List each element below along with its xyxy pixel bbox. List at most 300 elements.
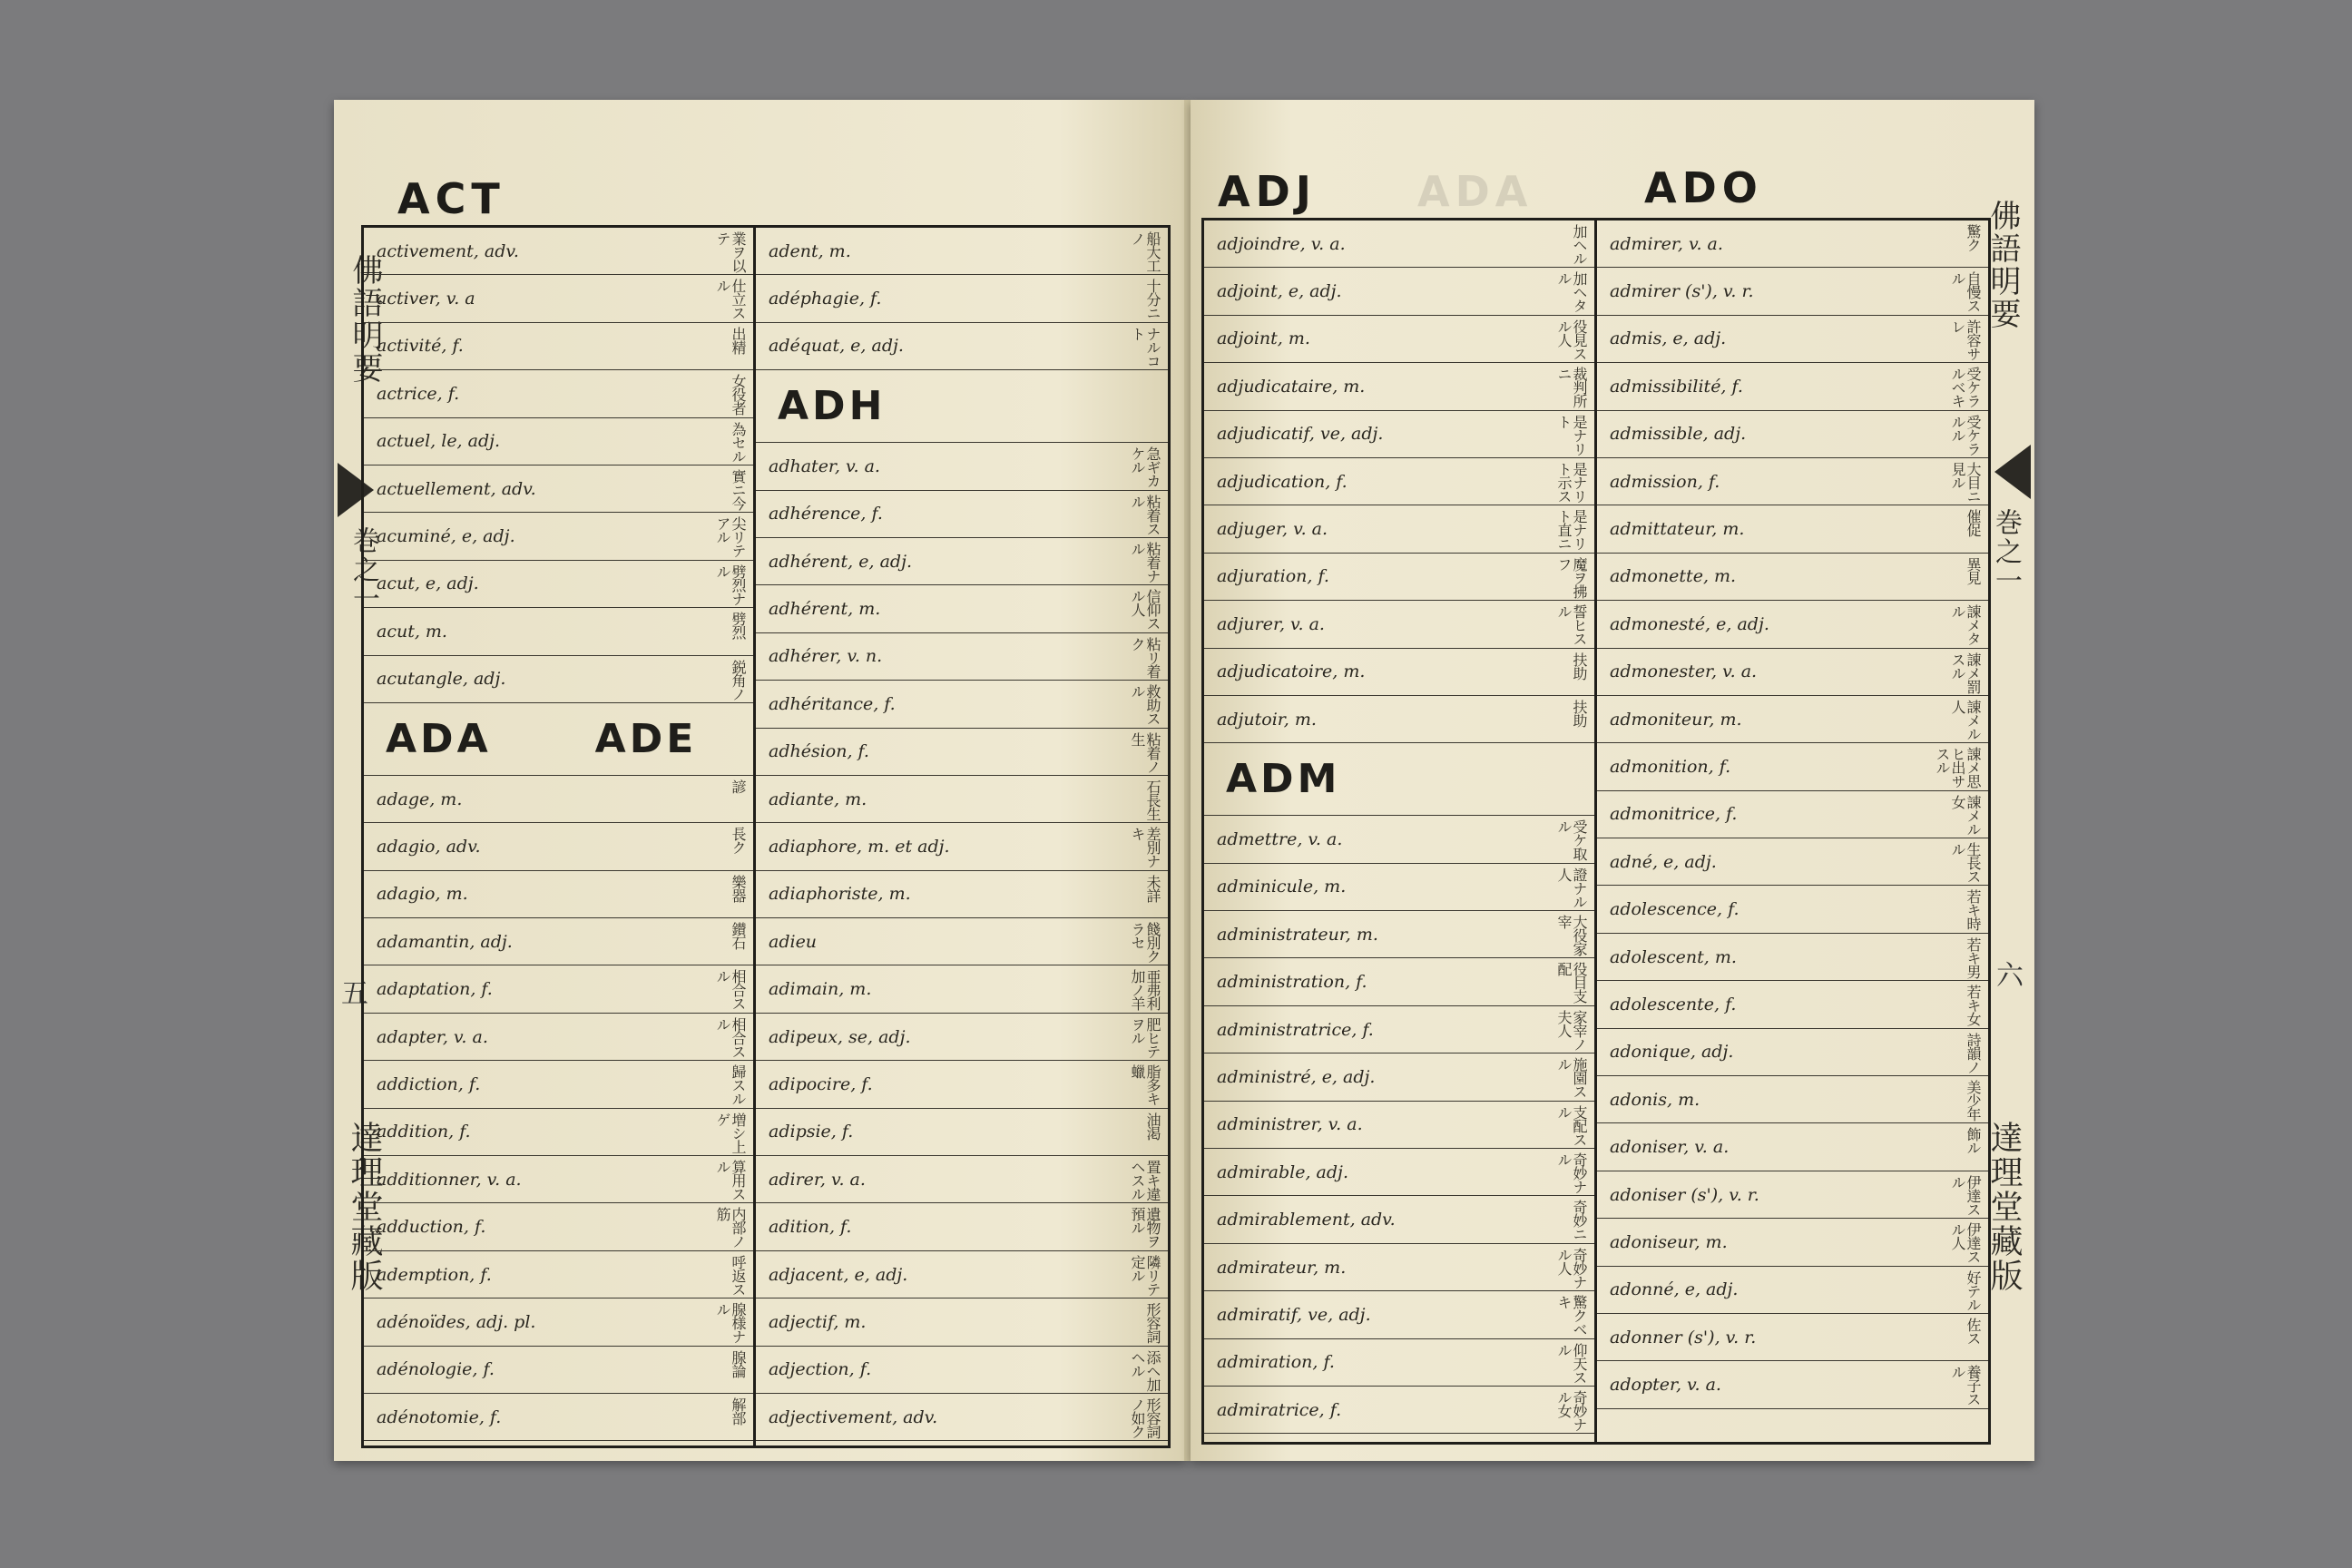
entry-translation: 驚クベキ [1555,1295,1588,1337]
entry-translation: 諌メタル [1949,604,1982,646]
dictionary-entry [364,1156,753,1203]
entry-word: adamantin, adj. [377,931,513,952]
dictionary-entry [756,965,1168,1013]
entry-word: adipsie, f. [769,1122,854,1142]
dictionary-entry [756,323,1168,370]
dictionary-entry [756,1156,1168,1203]
dictionary-entry [364,608,753,655]
entry-translation: 受ケラルル [1949,414,1982,456]
right-entry-table [1201,218,1991,1445]
entry-translation: 出精 [730,326,747,354]
dictionary-entry [1597,220,1988,268]
entry-translation: 催促 [1965,509,1982,537]
entry-word: actuellement, adv. [377,478,536,499]
entry-word: adoniseur, m. [1610,1231,1728,1252]
entry-translation: 油渇 [1144,1112,1161,1140]
left-entry-table [361,225,1171,1448]
dictionary-entry [1204,220,1594,268]
entry-word: adéquat, e, adj. [769,336,904,357]
entry-translation: 施園スル [1555,1057,1588,1099]
dictionary-entry [756,681,1168,728]
entry-word: admirateur, m. [1217,1257,1347,1278]
entry-word: adagio, adv. [377,836,481,857]
entry-word: adjoindre, v. a. [1217,233,1346,254]
dictionary-entry [364,323,753,370]
entry-translation: 受ケラルベキ [1949,367,1982,408]
dictionary-entry [1597,458,1988,505]
dictionary-entry [1597,1219,1988,1266]
entry-translation: 好テル [1965,1269,1982,1311]
left-publisher: 達理堂藏版 [346,1121,383,1293]
entry-translation: 尖リテアル [714,516,747,558]
entry-word: adoniser (s'), v. r. [1610,1184,1759,1205]
left-margin-title: 佛語明要 [347,254,383,385]
entry-translation: 若キ女 [1965,985,1982,1026]
section-heading: ADH [778,383,887,430]
dictionary-entry [1204,505,1594,553]
entry-word: adjudicatoire, m. [1217,662,1366,682]
entry-translation: 隣リテ定ル [1129,1254,1161,1296]
left-column-2 [756,228,1168,1446]
entry-word: admiratif, ve, adj. [1217,1304,1371,1325]
entry-translation: 美少年 [1965,1080,1982,1122]
dictionary-entry [1597,316,1988,363]
entry-translation: 伊達スル人 [1949,1222,1982,1264]
dictionary-entry [756,1109,1168,1156]
entry-word: adjectivement, adv. [769,1406,938,1427]
entry-word: admonesté, e, adj. [1610,613,1769,634]
entry-translation: 解部 [730,1396,747,1425]
dictionary-entry [1597,601,1988,648]
dictionary-entry [364,871,753,918]
dictionary-entry [1597,791,1988,838]
entry-translation: 若キ時 [1965,889,1982,931]
dictionary-entry [1204,649,1594,696]
entry-word: adiaphoriste, m. [769,884,911,905]
entry-translation: 石長生 [1144,779,1161,820]
section-heading-row [1204,743,1594,816]
entry-word: adéphagie, f. [769,289,882,309]
entry-translation: 伊達スル [1949,1174,1982,1216]
entry-translation: 驚ク [1965,224,1982,251]
dictionary-entry [1204,1102,1594,1149]
dictionary-entry [1597,1361,1988,1408]
dictionary-entry [1597,505,1988,553]
entry-word: acuminé, e, adj. [377,526,515,547]
entry-translation: 相合スル [714,1016,747,1058]
right-publisher: 達理堂藏版 [1985,1121,2023,1293]
entry-word: administration, f. [1217,972,1367,993]
dictionary-entry [756,228,1168,275]
entry-word: adminicule, m. [1217,877,1347,897]
entry-word: activement, adv. [377,240,519,261]
entry-word: admettre, v. a. [1217,828,1343,849]
entry-translation: 十分ニ [1144,279,1161,320]
entry-word: admonitrice, f. [1610,804,1738,825]
dictionary-entry [756,585,1168,632]
entry-translation: 奇妙ナル [1555,1152,1588,1194]
entry-translation: 信仰スル人 [1129,589,1161,631]
entry-word: admirer (s'), v. r. [1610,281,1754,302]
entry-translation: 是ナリト示ス [1555,461,1588,503]
entry-word: acut, m. [377,621,447,642]
section-heading: ADM [1226,756,1341,803]
dictionary-entry [364,1203,753,1250]
entry-word: adaptation, f. [377,979,493,1000]
entry-word: admonester, v. a. [1610,662,1758,682]
left-page-header: ACT [397,174,505,223]
dictionary-entry [1204,316,1594,363]
entry-word: administré, e, adj. [1217,1066,1376,1087]
entry-word: adhérent, m. [769,599,881,620]
entry-word: admonette, m. [1610,566,1737,587]
entry-word: adjoint, e, adj. [1217,281,1342,302]
entry-translation: 鑚石 [730,922,747,950]
entry-translation: 若キ男 [1965,936,1982,978]
entry-word: adjuration, f. [1217,566,1329,587]
dictionary-entry [1204,1244,1594,1291]
dictionary-entry [1204,363,1594,410]
entry-translation: 實ニ今 [730,468,747,510]
entry-word: adopter, v. a. [1610,1375,1721,1396]
dictionary-entry [1597,696,1988,743]
entry-word: admiration, f. [1217,1352,1335,1373]
entry-translation: 粘着ナル [1129,541,1161,583]
dictionary-entry [1204,458,1594,505]
dictionary-entry [1597,1029,1988,1076]
dictionary-entry [1204,1291,1594,1338]
entry-word: adonné, e, adj. [1610,1279,1739,1300]
right-header-ado: ADO [1644,163,1763,212]
entry-translation: 奇妙ナル人 [1555,1247,1588,1289]
entry-word: activer, v. a [377,289,475,309]
entry-translation: 誓ヒスル [1555,604,1588,646]
entry-word: adduction, f. [377,1217,486,1238]
entry-word: admirable, adj. [1217,1161,1348,1182]
entry-translation: 肥ヒテヲル [1129,1016,1161,1058]
entry-translation: 飾ル [1965,1127,1982,1155]
entry-translation: 業ヲ以テ [714,231,747,272]
dictionary-entry [1597,981,1988,1028]
entry-word: adjection, f. [769,1359,872,1380]
entry-word: adonis, m. [1610,1089,1700,1110]
entry-translation: 諌メル女 [1949,794,1982,836]
dictionary-entry [1597,649,1988,696]
entry-translation: 加ヘル [1571,224,1588,265]
entry-word: adhérent, e, adj. [769,551,912,572]
entry-word: adieu [769,931,818,952]
entry-word: administrer, v. a. [1217,1114,1363,1135]
entry-word: adolescente, f. [1610,994,1737,1014]
bleed-through-header: ADA [1417,167,1534,216]
entry-translation: 長ク [730,827,747,855]
dictionary-entry [1597,838,1988,886]
entry-translation: 粘着スル [1129,494,1161,535]
entry-translation: 受ケ取ル [1555,819,1588,861]
entry-translation: 亜弗利加ノ羊 [1129,969,1161,1011]
entry-word: additionner, v. a. [377,1169,522,1190]
entry-translation: 内部ノ筋 [714,1207,747,1249]
entry-word: actrice, f. [377,383,460,404]
entry-word: adiante, m. [769,789,867,809]
dictionary-entry [364,1347,753,1394]
entry-word: adhater, v. a. [769,456,880,476]
entry-word: adoniser, v. a. [1610,1137,1730,1158]
dictionary-entry [364,1109,753,1156]
dictionary-entry [1204,958,1594,1005]
entry-word: adjacent, e, adj. [769,1264,908,1285]
dictionary-entry [1204,864,1594,911]
section-heading: ADE [594,715,698,762]
entry-word: adition, f. [769,1217,852,1238]
entry-translation: 大目ニ見ル [1949,461,1982,503]
entry-translation: 算用スル [714,1160,747,1201]
entry-translation: 家宰ノ夫人 [1555,1009,1588,1051]
entry-translation: 異見 [1965,556,1982,584]
entry-word: adiaphore, m. et adj. [769,836,950,857]
right-column-1 [1204,220,1597,1442]
dictionary-entry [364,1394,753,1441]
dictionary-entry [756,1394,1168,1441]
dictionary-entry [756,1014,1168,1061]
entry-translation: 未詳 [1144,874,1161,902]
entry-word: administrateur, m. [1217,924,1378,945]
dictionary-entry [364,228,753,275]
dictionary-entry [756,491,1168,538]
dictionary-entry [364,466,753,513]
dictionary-entry [364,918,753,965]
entry-translation: 是ナリト直ニ [1555,509,1588,551]
entry-word: adagio, m. [377,884,468,905]
entry-translation: 佐ス [1965,1317,1982,1345]
dictionary-entry [756,776,1168,823]
entry-translation: 大役家宰 [1555,915,1588,956]
left-margin-volume: 巻之一 [348,526,379,613]
entry-word: adolescence, f. [1610,899,1740,920]
entry-word: adhérence, f. [769,504,883,524]
dictionary-entry [1597,554,1988,601]
entry-word: adjuger, v. a. [1217,519,1328,540]
dictionary-entry [756,275,1168,322]
dictionary-entry [1204,1054,1594,1101]
entry-word: admissibilité, f. [1610,376,1743,397]
dictionary-entry [364,513,753,560]
dictionary-entry [756,918,1168,965]
entry-translation: 加ヘタル [1555,271,1588,313]
entry-translation: 添ヘ加ヘル [1129,1349,1161,1391]
entry-translation: 餞別クラセ [1129,922,1161,964]
entry-word: adipeux, se, adj. [769,1026,911,1047]
entry-translation: 置キ違ヘスル [1129,1160,1161,1201]
dictionary-entry [1597,1171,1988,1219]
right-margin-tab [1994,445,2031,499]
entry-translation: 魔ヲ拂フ [1555,556,1588,598]
entry-word: admittateur, m. [1610,519,1745,540]
dictionary-entry [756,1347,1168,1394]
entry-translation: 鋭角ノ [730,659,747,701]
entry-word: addiction, f. [377,1073,481,1094]
dictionary-entry [1597,1267,1988,1314]
entry-translation: 扶助 [1571,699,1588,727]
entry-word: admiratrice, f. [1217,1399,1342,1420]
entry-translation: 支配スル [1555,1104,1588,1146]
entry-translation: 形容詞ノ如ク [1129,1396,1161,1438]
entry-word: addition, f. [377,1122,471,1142]
dictionary-entry [364,275,753,322]
entry-translation: 形容詞 [1144,1302,1161,1344]
right-column-2 [1597,220,1988,1442]
right-page [1191,100,2034,1461]
entry-translation: 仕立スル [714,279,747,320]
entry-word: adapter, v. a. [377,1026,488,1047]
entry-translation: 粘着ノ生 [1129,731,1161,773]
entry-word: adimain, m. [769,979,872,1000]
entry-word: admission, f. [1610,471,1720,492]
left-page-number: 五 [341,978,368,1010]
entry-translation: 養子スル [1949,1365,1982,1406]
dictionary-entry [1597,1314,1988,1361]
dictionary-entry [756,1251,1168,1298]
dictionary-entry [756,1298,1168,1346]
dictionary-entry [364,561,753,608]
dictionary-entry [364,370,753,417]
entry-word: adonique, adj. [1610,1042,1734,1063]
dictionary-entry [756,538,1168,585]
entry-word: adhésion, f. [769,741,869,762]
entry-translation: 救助スル [1129,684,1161,726]
section-heading: ADA [386,715,492,762]
entry-translation: 詩韻ノ [1965,1032,1982,1073]
entry-translation: 生長スル [1949,842,1982,884]
entry-word: admissible, adj. [1610,424,1747,445]
dictionary-entry [756,633,1168,681]
dictionary-entry [1204,1006,1594,1054]
entry-word: admis, e, adj. [1610,328,1727,349]
entry-translation: 劈烈 [730,612,747,640]
entry-word: adage, m. [377,789,463,809]
entry-translation: 増シ上ゲ [714,1112,747,1153]
dictionary-entry [364,776,753,823]
entry-translation: 腺様ナル [714,1302,747,1344]
dictionary-entry [756,1061,1168,1108]
entry-translation: 仰天スル [1555,1342,1588,1384]
entry-word: adné, e, adj. [1610,851,1717,872]
entry-translation: 諌メ罰スル [1949,652,1982,693]
dictionary-entry [1597,1076,1988,1123]
dictionary-entry [364,823,753,870]
entry-translation: 奇妙ニ [1571,1200,1588,1241]
entry-word: admonition, f. [1610,756,1731,777]
dictionary-entry [364,1251,753,1298]
dictionary-entry [1204,911,1594,958]
entry-translation: 役見スル人 [1555,318,1588,360]
entry-translation: 急ギカケル [1129,446,1161,488]
entry-translation: 是ナリト [1555,414,1588,456]
entry-word: ademption, f. [377,1264,492,1285]
entry-word: adent, m. [769,240,851,261]
dictionary-entry [1597,363,1988,410]
dictionary-entry [1204,1196,1594,1243]
entry-word: acutangle, adj. [377,669,506,690]
section-heading-row [756,370,1168,443]
entry-word: adjudication, f. [1217,471,1348,492]
dictionary-entry [1597,934,1988,981]
dictionary-entry [1597,743,1988,790]
open-book [327,100,2042,1470]
dictionary-entry [1597,1123,1988,1171]
dictionary-entry [1204,696,1594,743]
left-column-1 [364,228,756,1446]
entry-word: admirer, v. a. [1610,233,1723,254]
dictionary-entry [364,1061,753,1108]
dictionary-entry [364,965,753,1013]
left-page [334,100,1187,1461]
entry-word: adénologie, f. [377,1359,495,1380]
dictionary-entry [756,1203,1168,1250]
dictionary-entry [1204,554,1594,601]
dictionary-entry [1204,601,1594,648]
right-margin-volume: 巻之一 [1990,508,2022,595]
entry-word: admirablement, adv. [1217,1210,1396,1230]
entry-translation: 相合スル [714,969,747,1011]
entry-word: adénotomie, f. [377,1406,502,1427]
entry-translation: 裁判所ニ [1555,367,1588,408]
entry-word: adhéritance, f. [769,693,896,714]
entry-translation: 自慢スル [1949,271,1982,313]
entry-word: actuel, le, adj. [377,431,501,452]
entry-translation: 遺物ヲ預ル [1129,1207,1161,1249]
dictionary-entry [1204,1339,1594,1387]
entry-translation: ナルコト [1129,326,1161,368]
entry-translation: 扶助 [1571,652,1588,680]
dictionary-entry [1597,411,1988,458]
dictionary-entry [756,823,1168,870]
entry-translation: 奇妙ナル女 [1555,1389,1588,1431]
entry-translation: 腺論 [730,1349,747,1377]
entry-translation: 歸スル [730,1064,747,1106]
entry-translation: 脂多キ蠟 [1129,1064,1161,1106]
entry-translation: 女役者 [730,374,747,416]
entry-word: adolescent, m. [1610,946,1737,967]
dictionary-entry [364,418,753,466]
entry-word: activité, f. [377,336,464,357]
entry-translation: 樂器 [730,874,747,902]
dictionary-entry [1597,268,1988,315]
entry-translation: 諺 [730,779,747,793]
dictionary-entry [1204,1387,1594,1434]
dictionary-entry [1204,816,1594,863]
section-heading-row [364,703,753,776]
dictionary-entry [364,1014,753,1061]
dictionary-entry [364,1298,753,1346]
entry-word: adjurer, v. a. [1217,613,1325,634]
dictionary-entry [1597,886,1988,933]
entry-translation: 諌メ思ヒ出サスル [1934,747,1982,789]
right-margin-title: 佛語明要 [1984,200,2021,330]
dictionary-entry [756,729,1168,776]
dictionary-entry [1204,1149,1594,1196]
entry-translation: 粘リ着ク [1129,636,1161,678]
dictionary-entry [1204,411,1594,458]
entry-translation: 船大工ノ [1129,231,1161,272]
entry-translation: 差別ナキ [1129,827,1161,868]
entry-word: adjudicatif, ve, adj. [1217,424,1384,445]
entry-translation: 役目支配 [1555,962,1588,1004]
entry-word: adipocire, f. [769,1073,873,1094]
entry-translation: 為セル [730,421,747,463]
entry-translation: 劈烈ナル [714,564,747,605]
entry-word: adonner (s'), v. r. [1610,1327,1757,1348]
